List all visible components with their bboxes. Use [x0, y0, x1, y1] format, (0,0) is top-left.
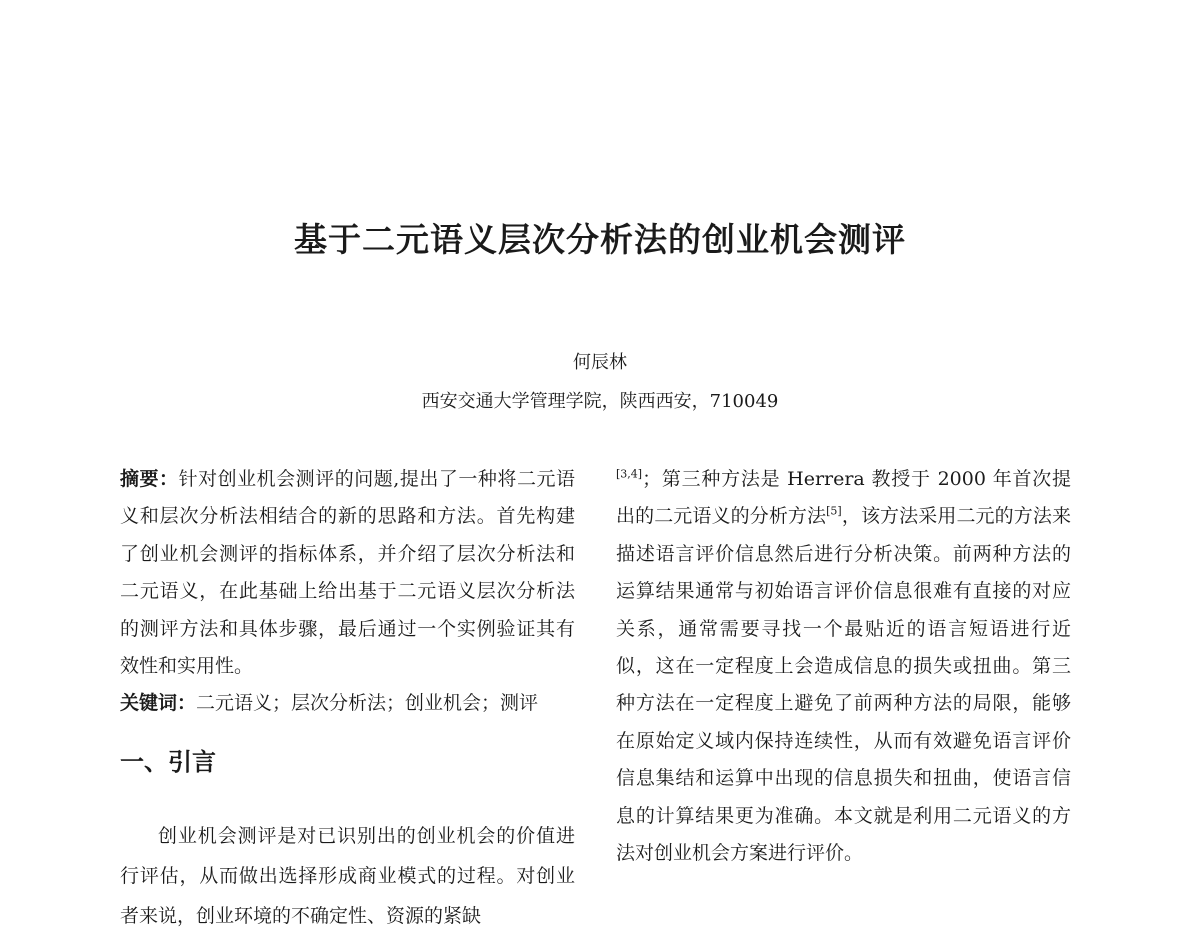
- keywords-paragraph: [120, 685, 575, 722]
- paper-title: 基于二元语义层次分析法的创业机会测评: [294, 220, 906, 259]
- introduction-paragraph: 创业机会测评是对已识别出的创业机会的价值进行评估，从而做出选择形成商业模式的过程。对创业者来说，创业环境的不确定性、资源的紧缺: [120, 825, 575, 927]
- citation-ref: [5]: [826, 505, 842, 519]
- abstract-label: 摘要：: [120, 468, 179, 490]
- abstract-text: 针对创业机会测评的问题,提出了一种将二元语义和层次分析法相结合的新的思路和方法。首先构建了创业机会测评的指标体系，并介绍了层次分析法和二元语义，在此基础上给出基于二元语义层次分析法的测评方法和具体步骤，最后通过一个实例验证其有效性和实用性。: [120, 468, 575, 678]
- author-name: 何辰林: [573, 352, 627, 373]
- section-heading-introduction: 一、引言: [120, 747, 216, 776]
- right-column-body: [616, 461, 1071, 872]
- right-column-text: ，该方法采用二元的方法来描述语言评价信息然后进行分析决策。前两种方法的运算结果通常与初始语言评价信息很难有直接的对应关系，通常需要寻找一个最贴近的语言短语进行近似，这在一定程度上会造成信息的损失或扭曲。第三种方法在一定程度上避免了前两种方法的局限，能够在原始定义域内保持连续性，从而有效避免语言评价信息集结和运算中出现的信息损失和扭曲，使语言信息的计算结果更为准确。本文就是利用二元语义的方法对创业机会方案进行评价。: [616, 505, 1071, 865]
- abstract-paragraph: [120, 461, 575, 685]
- citation-ref: [3,4]: [616, 467, 643, 481]
- abstract-block: [120, 461, 575, 723]
- keywords-text: 二元语义；层次分析法；创业机会；测评: [196, 692, 539, 715]
- keywords-label: 关键词：: [120, 692, 197, 715]
- right-column-paragraph: [616, 461, 1071, 872]
- author-affiliation: 西安交通大学管理学院，陕西西安，710049: [421, 391, 779, 412]
- right-column-text: ；第三种方法是 Herrera 教授于 2000 年首次提出的二元语义的分析方法: [616, 468, 1071, 528]
